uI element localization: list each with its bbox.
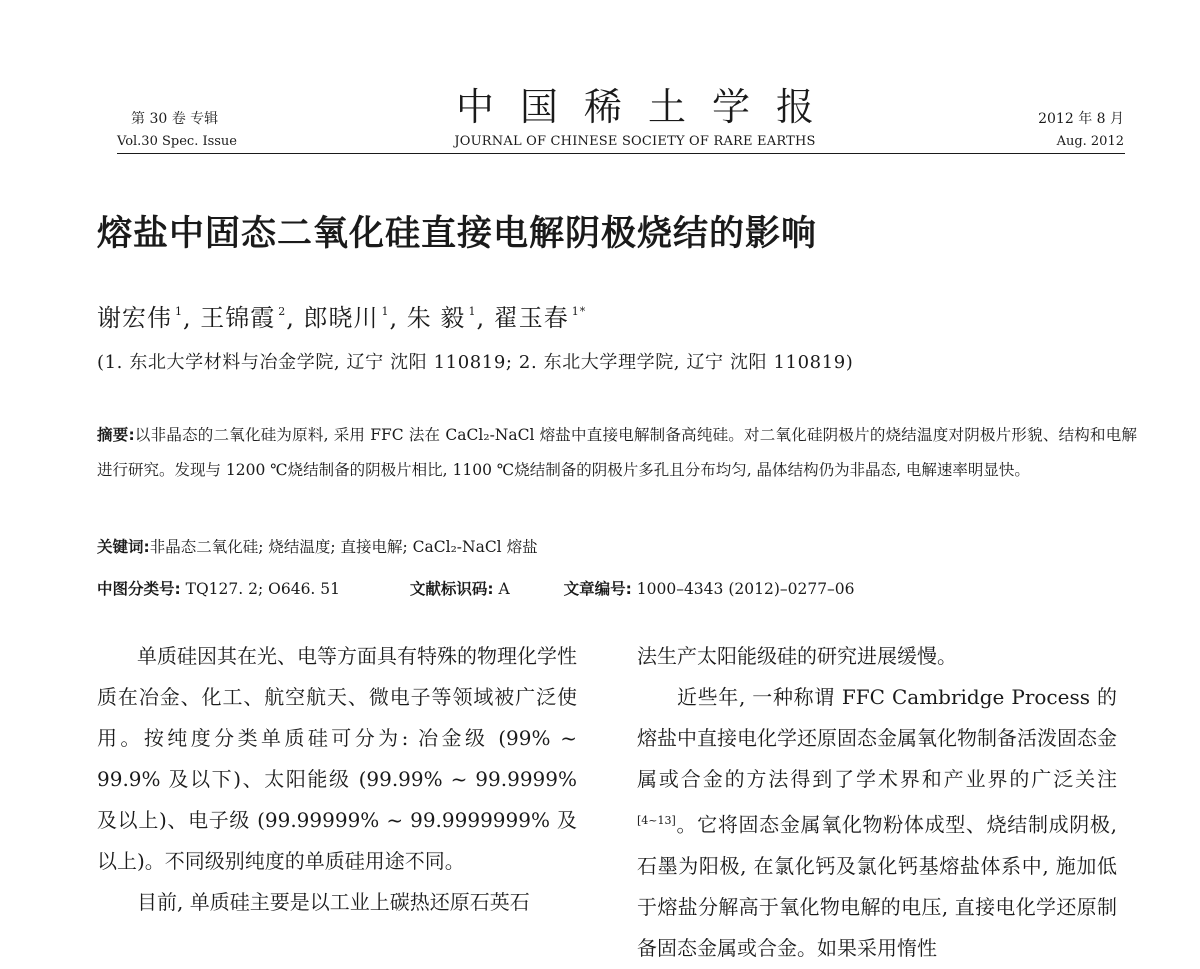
journal-title-cn: 中国稀土学报 xyxy=(455,85,840,129)
clc-label: 中图分类号: xyxy=(97,580,181,598)
body-text: 近些年, 一种称谓 FFC Cambridge Process 的熔盐中直接电化学还原固态金属氧化物制备活泼固态金属或合金的方法得到了学术界和产业界的广泛关注 xyxy=(637,685,1117,791)
author-mark: 1 xyxy=(175,305,183,318)
article-title: 熔盐中固态二氧化硅直接电解阴极烧结的影响 xyxy=(97,214,818,254)
affiliations: (1. 东北大学材料与冶金学院, 辽宁 沈阳 110819; 2. 东北大学理学院, 辽宁 沈阳 110819) xyxy=(97,352,854,373)
keywords xyxy=(97,535,538,557)
issue-date-en: Aug. 2012 xyxy=(1056,134,1124,149)
author-name: 朱 毅 xyxy=(406,304,466,332)
clc-value: TQ127. 2; O646. 51 xyxy=(185,580,341,598)
abstract-label: 摘要: xyxy=(97,426,135,444)
doc-code-value: A xyxy=(498,580,510,598)
author-name: 翟玉春 xyxy=(493,304,569,332)
header-rule xyxy=(117,153,1125,154)
author-name: 谢宏伟 xyxy=(97,304,172,332)
article-no-value: 1000–4343 (2012)–0277–06 xyxy=(636,580,855,598)
body-column-right xyxy=(637,636,1117,969)
body-paragraph: 单质硅因其在光、电等方面具有特殊的物理化学性质在冶金、化工、航空航天、微电子等领域被广泛使用。按纯度分类单质硅可分为: 冶金级 (99% ~ 99.9% 及以下)、太阳能级 (99.99% ~ 99.9999% 及以上)、电子级 (99.99999% ~ 99.9999999% 及以上)。不同级别纯度的单质硅用途不同。 xyxy=(97,644,577,873)
author-mark: 1 xyxy=(381,305,390,318)
author-mark: 1* xyxy=(571,305,587,318)
classification-line xyxy=(97,577,855,599)
abstract-text: 以非晶态的二氧化硅为原料, 采用 FFC 法在 CaCl₂-NaCl 熔盐中直接电解制备高纯硅。对二氧化硅阴极片的烧结温度对阴极片形貌、结构和电解进行研究。发现与 1200 ℃烧结制备的阴极片相比, 1100 ℃烧结制备的阴极片多孔且分布均匀, 晶体结构仍为非晶态, 电解速率明显快。 xyxy=(97,426,1137,479)
author-name: 郎晓川 xyxy=(303,304,379,332)
citation-ref: [4~13] xyxy=(637,814,676,827)
article-no-label: 文章编号: xyxy=(563,580,632,598)
volume-en: Vol.30 Spec. Issue xyxy=(117,134,237,149)
journal-title-en: JOURNAL OF CHINESE SOCIETY OF RARE EARTHS xyxy=(454,134,816,149)
keywords-text: 非晶态二氧化硅; 烧结温度; 直接电解; CaCl₂-NaCl 熔盐 xyxy=(149,538,538,556)
issue-date-cn: 2012 年 8 月 xyxy=(1038,111,1124,127)
keywords-label: 关键词: xyxy=(97,538,150,556)
body-paragraph xyxy=(637,677,1117,969)
body-column-left xyxy=(97,636,577,923)
body-paragraph: 法生产太阳能级硅的研究进展缓慢。 xyxy=(637,644,957,668)
author-mark: 1 xyxy=(468,305,477,318)
body-text: 。它将固态金属氧化物粉体成型、烧结制成阴极, 石墨为阳极, 在氯化钙及氯化钙基熔盐体系中, 施加低于熔盐分解高于氧化物电解的电压, 直接电化学还原制备固态金属或合金。如果采用惰性 xyxy=(637,812,1117,960)
abstract xyxy=(97,418,1137,488)
body-paragraph: 目前, 单质硅主要是以工业上碳热还原石英石 xyxy=(137,890,530,914)
volume-cn: 第 30 卷 专辑 xyxy=(131,111,219,127)
author-name: 王锦霞 xyxy=(200,304,276,332)
author-mark: 2 xyxy=(278,305,287,318)
author-list: 谢宏伟 $^1$, 王锦霞 $^2$, 郎晓川 $^1$, 朱 毅 $^1$, 翟玉春 $^{1*}$ xyxy=(97,304,587,332)
doc-code-label: 文献标识码: xyxy=(409,580,494,598)
